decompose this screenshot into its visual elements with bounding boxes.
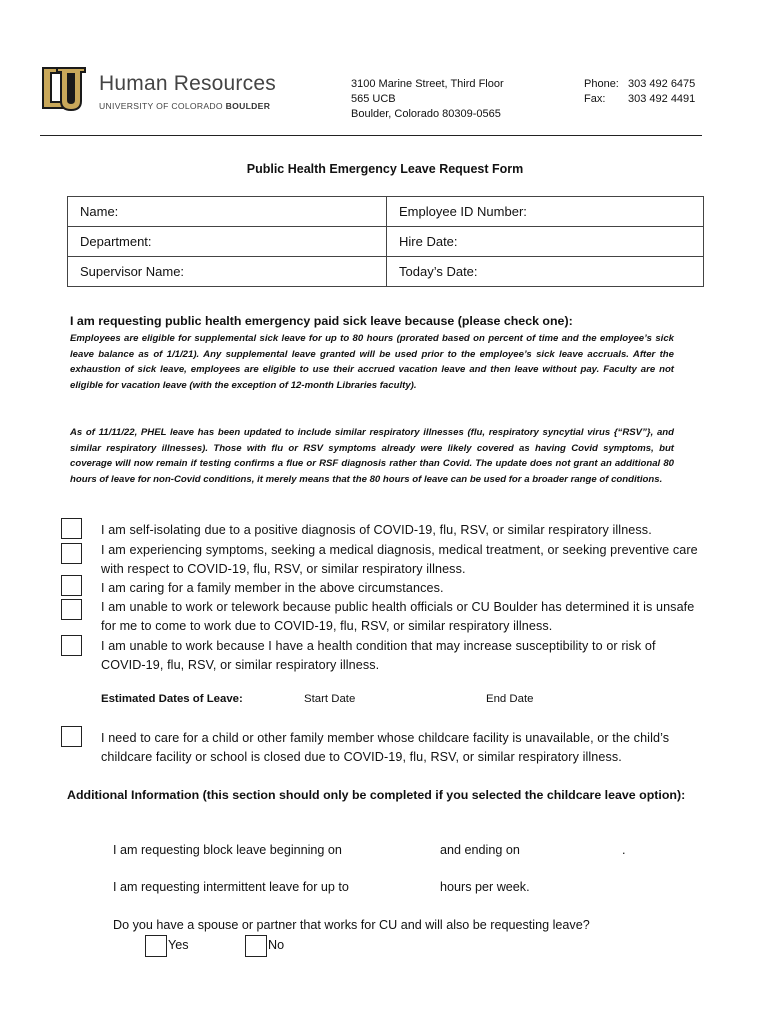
department-field[interactable]: Department: xyxy=(68,227,387,257)
self-isolating-checkbox[interactable] xyxy=(61,518,82,539)
period-mark: . xyxy=(622,843,626,857)
hours-per-week-label: hours per week. xyxy=(440,880,530,894)
fax-label: Fax: xyxy=(584,93,606,105)
intermittent-leave-label: I am requesting intermittent leave for up to xyxy=(113,880,349,894)
option-self-isolating: I am self-isolating due to a positive diagnosis of COVID-19, flu, RSV, or similar respiratory illness. xyxy=(101,523,652,537)
option-childcare: I need to care for a child or other family member whose childcare facility is unavailable, or the child’s childcare facility or school is closed due to COVID-19, flu, RSV, or similar respiratory illness. xyxy=(101,731,670,764)
fax-number: 303 492 4491 xyxy=(628,93,696,105)
header-divider xyxy=(40,135,702,136)
option-caring-family: I am caring for a family member in the above circumstances. xyxy=(101,581,444,595)
request-heading: I am requesting public health emergency paid sick leave because (please check one): xyxy=(70,314,573,328)
caring-family-checkbox[interactable] xyxy=(61,575,82,596)
symptoms-checkbox[interactable] xyxy=(61,543,82,564)
address-block: 3100 Marine Street, Third Floor 565 UCB Boulder, Colorado 80309-0565 xyxy=(351,78,504,120)
end-date-field[interactable]: End Date xyxy=(486,693,534,705)
no-checkbox[interactable] xyxy=(245,935,267,957)
option-health-condition: I am unable to work because I have a health condition that may increase susceptibility to or risk of COVID-19, flu, RSV, or similar respiratory illness. xyxy=(101,639,656,672)
phone-label: Phone: xyxy=(584,78,619,90)
yes-checkbox[interactable] xyxy=(145,935,167,957)
start-date-field[interactable]: Start Date xyxy=(304,693,356,705)
yes-label: Yes xyxy=(168,938,189,952)
option-unable-to-work: I am unable to work or telework because public health officials or CU Boulder has determined it is unsafe for me to come to work due to COVID-19, flu, RSV, or similar respiratory illness. xyxy=(101,600,695,633)
supervisor-name-field[interactable]: Supervisor Name: xyxy=(68,257,387,287)
employee-info-table xyxy=(67,196,704,287)
block-leave-label: I am requesting block leave beginning on xyxy=(113,843,342,857)
cu-logo-icon xyxy=(40,63,88,113)
ending-on-label: and ending on xyxy=(440,843,520,857)
update-paragraph: As of 11/11/22, PHEL leave has been updated to include similar respiratory illnesses (flu, respiratory syncytial virus {“RSV”}, and similar respiratory illnesses). Those with flu or RSV symptoms already were likely covered as having Covid symptoms, but coverage will now remain if testing confirms a flue or RSF diagnosis rather than Covid. The update does not grant an additional 80 hours of leave for non-Covid conditions, it merely means that the 80 hours of leave can be used for a broader range of conditions. xyxy=(70,427,674,486)
org-name: Human Resources xyxy=(99,72,276,95)
name-field[interactable]: Name: xyxy=(68,197,387,227)
no-label: No xyxy=(268,938,285,952)
hire-date-field[interactable]: Hire Date: xyxy=(387,227,704,257)
unable-to-work-checkbox[interactable] xyxy=(61,599,82,620)
form-title: Public Health Emergency Leave Request Form xyxy=(246,162,524,176)
contact-block xyxy=(584,77,695,107)
phone-number: 303 492 6475 xyxy=(628,78,696,90)
childcare-checkbox[interactable] xyxy=(61,726,82,747)
todays-date-field[interactable]: Today’s Date: xyxy=(387,257,704,287)
employee-id-field[interactable]: Employee ID Number: xyxy=(387,197,704,227)
health-condition-checkbox[interactable] xyxy=(61,635,82,656)
spouse-question: Do you have a spouse or partner that works for CU and will also be requesting leave? xyxy=(113,918,590,932)
additional-info-heading: Additional Information (this section should only be completed if you selected the childcare leave option): xyxy=(67,788,686,802)
option-symptoms: I am experiencing symptoms, seeking a medical diagnosis, medical treatment, or seeking preventive care with respect to COVID-19, flu, RSV, or similar respiratory illness. xyxy=(101,543,698,576)
estimated-dates-label: Estimated Dates of Leave: xyxy=(101,693,243,705)
org-subtitle: UNIVERSITY OF COLORADO BOULDER xyxy=(99,101,271,111)
eligibility-paragraph: Employees are eligible for supplemental sick leave for up to 80 hours (prorated based on percent of time and the employee’s sick leave balance as of 1/1/21). Any supplemental leave granted will be used prior to the employee’s sick leave accruals. After the exhaustion of sick leave, employees are eligible to use their accrued vacation leave and then leave without pay. Faculty are not eligible for vacation leave (with the exception of 12-month Libraries faculty). xyxy=(70,333,674,392)
